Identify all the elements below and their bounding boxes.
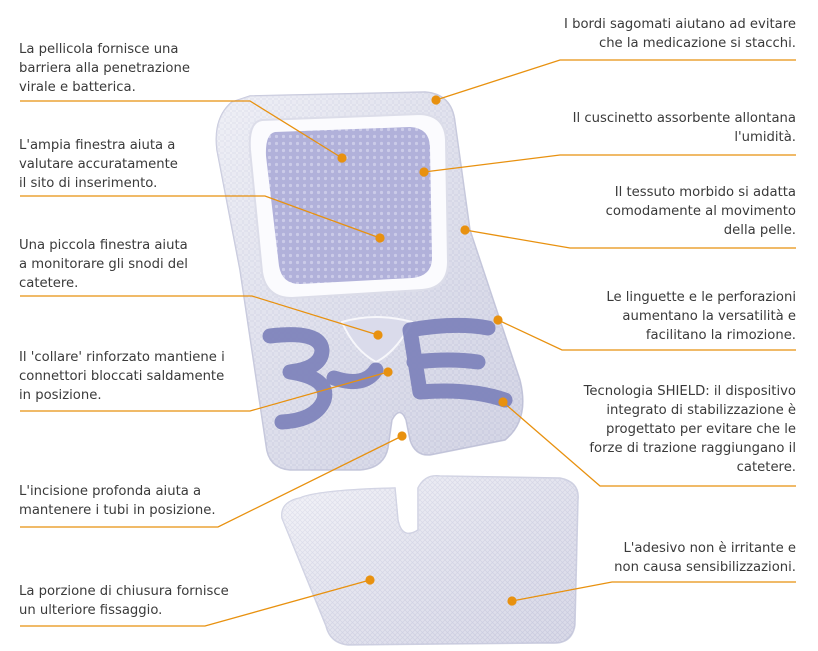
label-line: barriera alla penetrazione <box>19 61 190 76</box>
label-contoured-edges <box>564 15 796 53</box>
label-line: Il 'collare' rinforzato mantiene i <box>19 350 225 365</box>
label-line: L'ampia finestra aiuta a <box>19 138 176 153</box>
label-line: in posizione. <box>19 388 102 403</box>
leader-deep-incision-dot <box>397 431 406 440</box>
label-line: Il tessuto morbido si adatta <box>614 185 796 200</box>
leader-absorbent-pad-dot <box>419 167 428 176</box>
label-line: La pellicola fornisce una <box>19 42 179 57</box>
dressing-lower <box>282 476 578 645</box>
label-small-window <box>19 236 188 293</box>
leader-tabs-perforations-dot <box>493 315 502 324</box>
leader-film-barrier-dot <box>337 153 346 162</box>
label-line: Le linguette e le perforazioni <box>606 290 796 305</box>
leader-absorbent-pad <box>424 155 796 172</box>
label-collar <box>19 348 225 405</box>
label-line: aumentano la versatilità e <box>622 309 796 324</box>
label-line: progettato per evitare che le <box>606 422 796 437</box>
label-tabs-perforations <box>606 288 796 345</box>
label-line: un ulteriore fissaggio. <box>19 603 163 618</box>
label-line: forze di trazione raggiungano il <box>589 441 796 456</box>
label-line: valutare accuratamente <box>19 157 178 172</box>
label-line: non causa sensibilizzazioni. <box>614 560 796 575</box>
label-line: I bordi sagomati aiutano ad evitare <box>564 17 796 32</box>
label-large-window <box>19 136 178 193</box>
leader-shield-technology-dot <box>498 397 507 406</box>
label-soft-fabric <box>606 183 796 240</box>
label-line: virale e batterica. <box>19 80 136 95</box>
label-shield-technology <box>584 382 796 477</box>
label-line: l'umidità. <box>734 130 796 145</box>
label-line: a monitorare gli snodi del <box>19 257 188 272</box>
leader-contoured-edges <box>436 60 796 100</box>
leader-soft-fabric-dot <box>460 225 469 234</box>
label-deep-incision <box>19 482 216 520</box>
label-line: Tecnologia SHIELD: il dispositivo <box>583 384 796 399</box>
label-line: che la medicazione si stacchi. <box>598 36 796 51</box>
leader-large-window-dot <box>375 233 384 242</box>
label-film-barrier <box>19 40 190 97</box>
label-line: catetere. <box>736 460 796 475</box>
label-line: della pelle. <box>723 223 796 238</box>
label-line: Una piccola finestra aiuta <box>19 238 188 253</box>
label-line: comodamente al movimento <box>605 204 796 219</box>
label-line: integrato di stabilizzazione è <box>606 403 796 418</box>
label-line: La porzione di chiusura fornisce <box>19 584 229 599</box>
dressing-upper <box>216 92 523 470</box>
label-line: Il cuscinetto assorbente allontana <box>572 111 796 126</box>
label-line: connettori bloccati saldamente <box>19 369 225 384</box>
leader-closure-dot <box>365 575 374 584</box>
label-line: catetere. <box>19 276 79 291</box>
leader-adhesive-dot <box>507 596 516 605</box>
label-absorbent-pad <box>573 109 796 147</box>
label-line: mantenere i tubi in posizione. <box>19 503 216 518</box>
label-closure <box>19 582 229 620</box>
label-line: L'adesivo non è irritante e <box>623 541 796 556</box>
label-adhesive <box>614 539 796 577</box>
label-line: facilitano la rimozione. <box>645 328 796 343</box>
label-line: L'incisione profonda aiuta a <box>19 484 202 499</box>
label-line: il sito di inserimento. <box>19 176 158 191</box>
leader-contoured-edges-dot <box>431 95 440 104</box>
leader-collar-dot <box>383 367 392 376</box>
leader-small-window-dot <box>373 330 382 339</box>
